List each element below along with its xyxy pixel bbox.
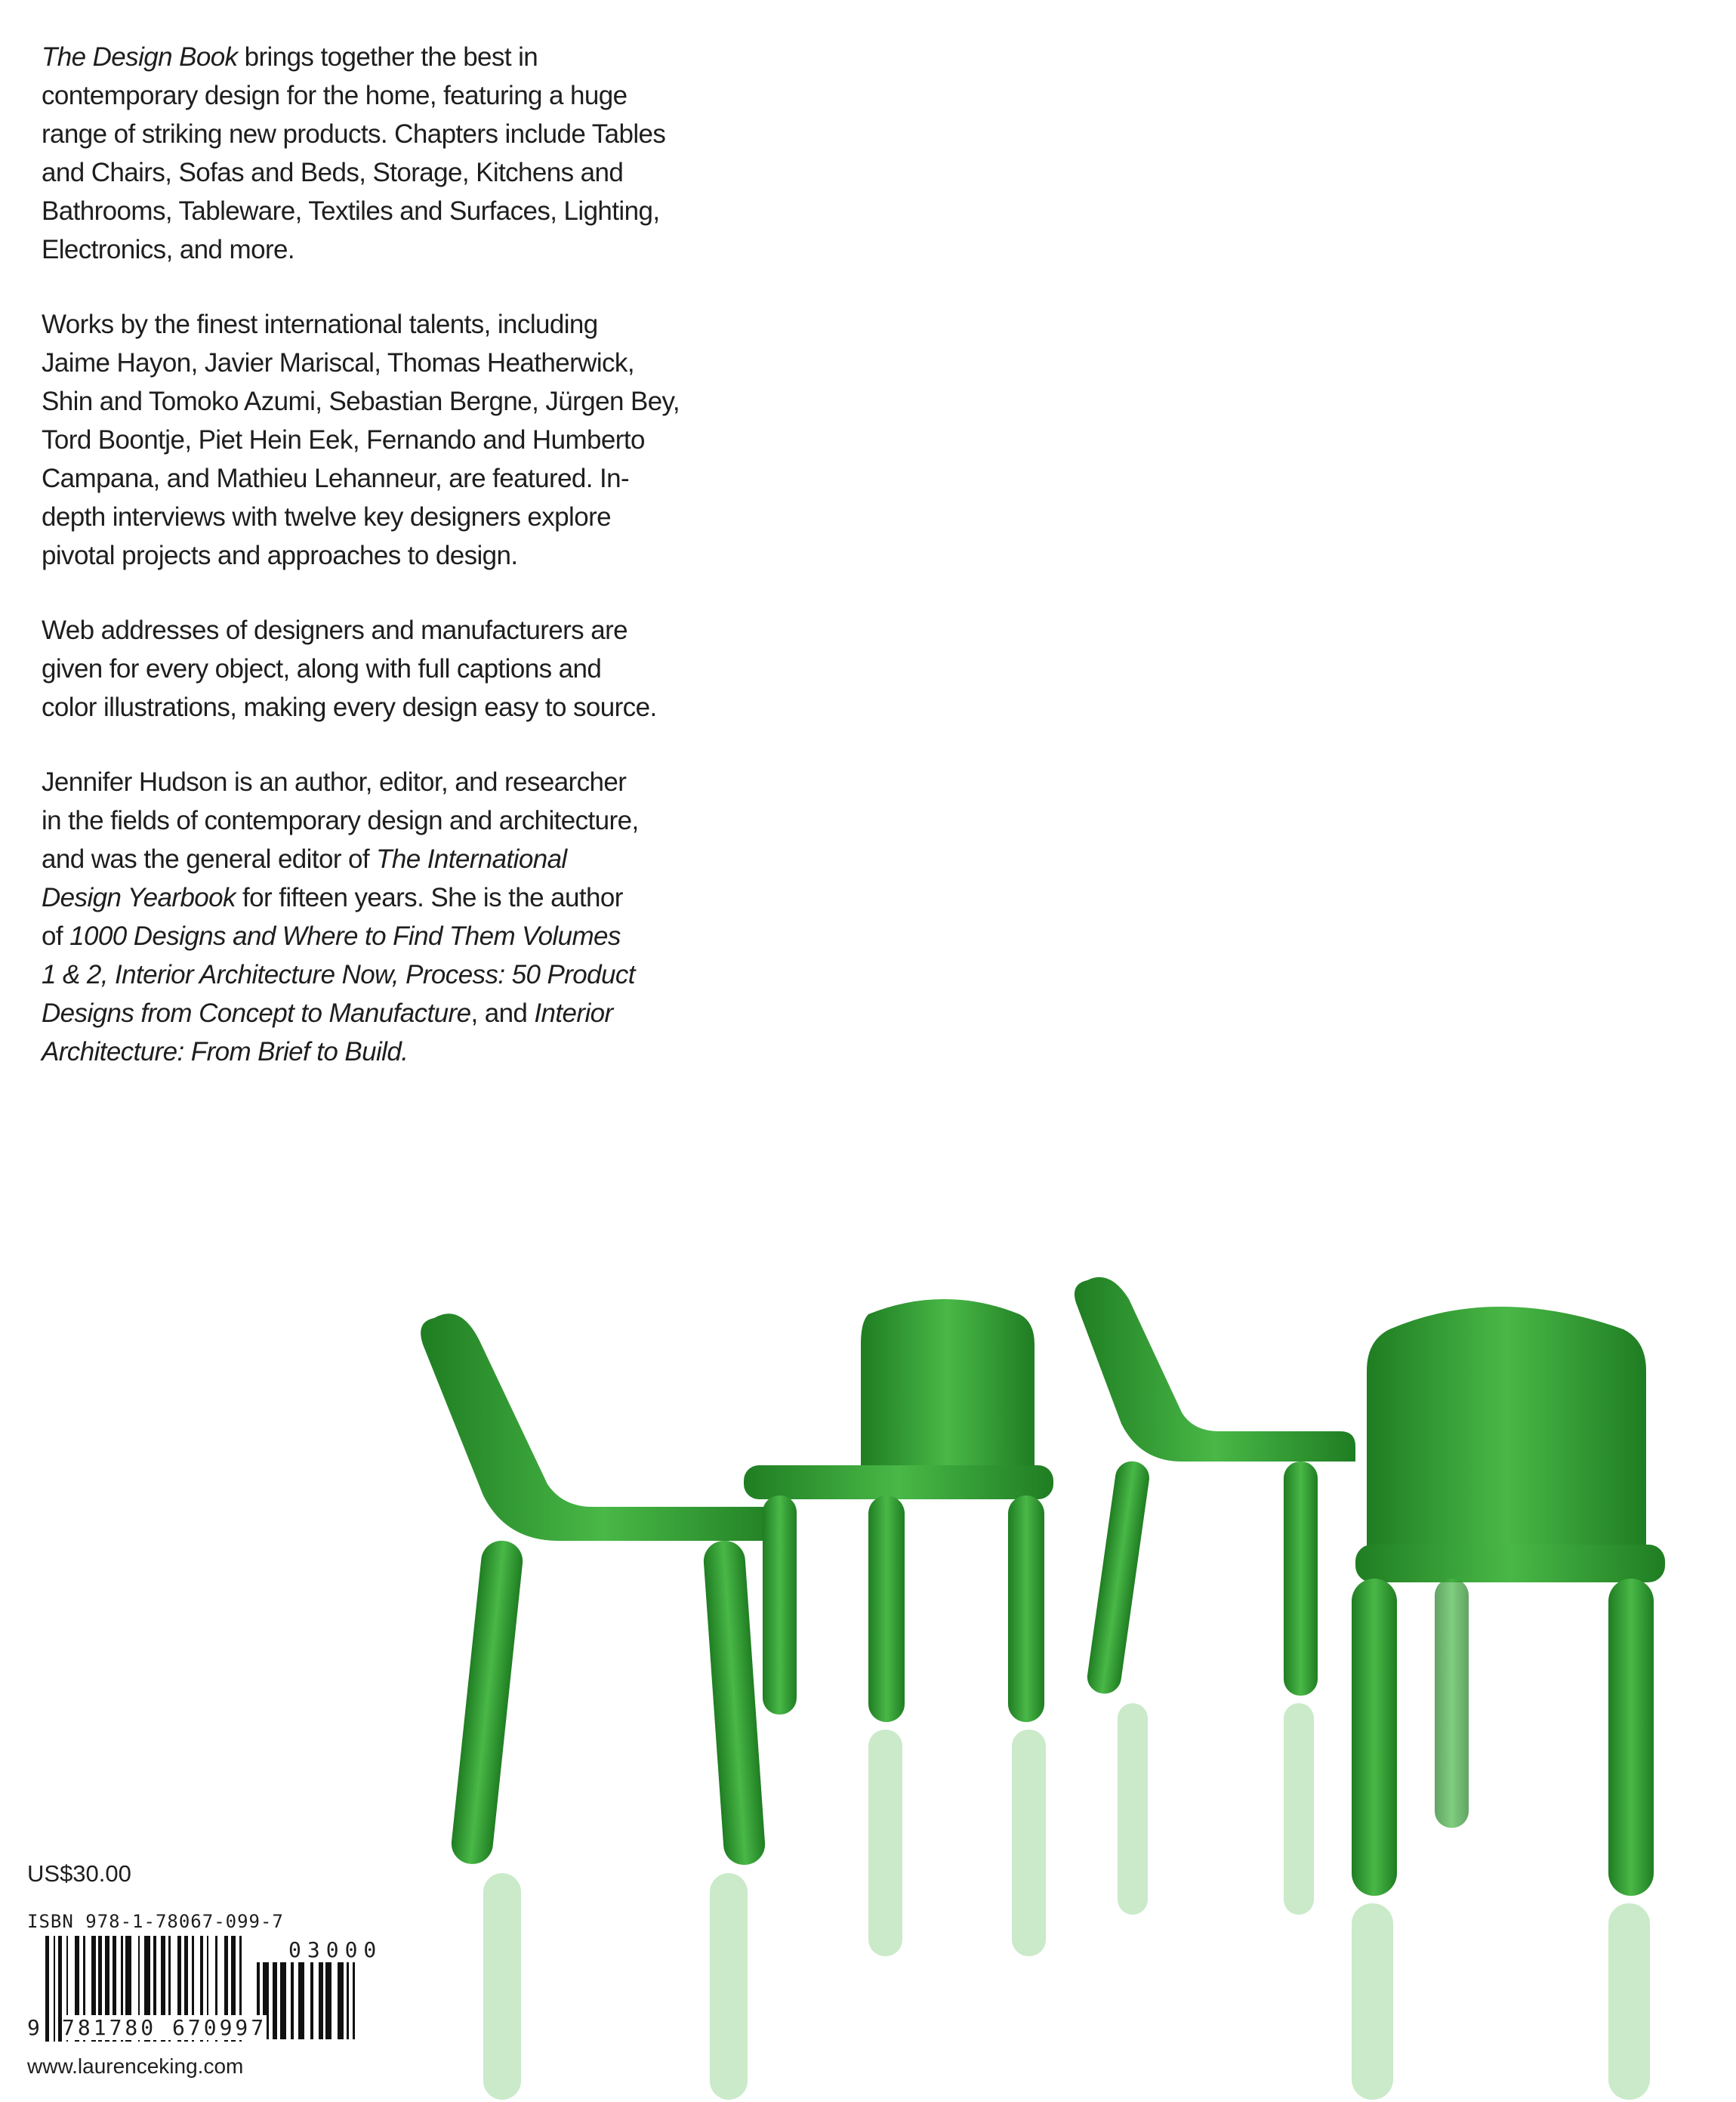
italic-title-text: 1000 Designs and Where to Find Them Volumes: [69, 921, 621, 951]
price-addon-barcode: [257, 1962, 355, 2039]
italic-title-text: Architecture: From Brief to Build.: [42, 1037, 409, 1066]
barcode-bar: [353, 1962, 355, 2039]
italic-title-text: Design Yearbook: [42, 883, 236, 912]
barcode-bar: [54, 1936, 55, 2042]
body-text: Shin and Tomoko Azumi, Sebastian Bergne, Jürgen Bey,: [42, 387, 680, 416]
barcode-bar: [280, 1962, 286, 2039]
body-text: color illustrations, making every design easy to source.: [42, 693, 657, 722]
body-text: Bathrooms, Tableware, Textiles and Surfaces, Lighting,: [42, 196, 660, 226]
chair-2: [744, 1299, 1053, 1722]
chair-4: [1352, 1307, 1665, 1896]
italic-title-text: The Design Book: [42, 42, 238, 72]
body-text: in the fields of contemporary design and architecture,: [42, 806, 639, 835]
body-text: Electronics, and more.: [42, 235, 295, 264]
price-label: US$30.00: [27, 1860, 131, 1887]
barcode-bar: [310, 1962, 313, 2039]
barcode-bar: [347, 1962, 349, 2039]
publisher-website: www.laurenceking.com: [27, 2054, 244, 2078]
italic-title-text: Designs from Concept to Manufacture: [42, 999, 471, 1028]
barcode-bar: [291, 1962, 294, 2039]
body-text: range of striking new products. Chapters include Tables: [42, 119, 666, 149]
body-text: depth interviews with twelve key designers explore: [42, 502, 611, 532]
italic-title-text: The International: [376, 844, 567, 874]
body-text: contemporary design for the home, featuring a huge: [42, 81, 627, 110]
chair-3: [1075, 1277, 1355, 1696]
barcode-bar: [298, 1962, 304, 2039]
body-text: and Chairs, Sofas and Beds, Storage, Kitchens and: [42, 158, 624, 187]
body-text: Jaime Hayon, Javier Mariscal, Thomas Heatherwick,: [42, 348, 634, 378]
body-text: for fifteen years. She is the author: [235, 883, 623, 912]
barcode-bar: [45, 1936, 49, 2042]
body-text: Web addresses of designers and manufacturers are: [42, 616, 627, 645]
body-text: of: [42, 921, 70, 951]
body-text: Jennifer Hudson is an author, editor, and researcher: [42, 767, 627, 797]
isbn-label: ISBN 978-1-78067-099-7: [27, 1911, 284, 1932]
barcode-bar: [325, 1962, 331, 2039]
body-text: brings together the best in: [237, 42, 538, 72]
body-text: Works by the finest international talents, including: [42, 310, 598, 339]
addon-digits: 03000: [288, 1937, 383, 1962]
chair-1: [421, 1313, 785, 1866]
barcode-bar: [273, 1962, 277, 2039]
italic-title-text: Interior: [534, 999, 613, 1028]
italic-title-text: 1 & 2, Interior Architecture Now, Process: 50 Product: [42, 960, 635, 989]
body-text: Tord Boontje, Piet Hein Eek, Fernando and Humberto: [42, 425, 645, 455]
body-text: pivotal projects and approaches to design.: [42, 541, 518, 570]
body-text: Campana, and Mathieu Lehanneur, are featured. In-: [42, 464, 630, 493]
body-text: given for every object, along with full captions and: [42, 654, 602, 684]
barcode-bar: [319, 1962, 323, 2039]
body-text: , and: [470, 999, 535, 1028]
body-text: and was the general editor of: [42, 844, 377, 874]
barcode-lead-digit: 9: [27, 2015, 40, 2040]
barcode-bar: [338, 1962, 344, 2039]
barcode-digits: 781780 670997: [62, 2015, 267, 2040]
